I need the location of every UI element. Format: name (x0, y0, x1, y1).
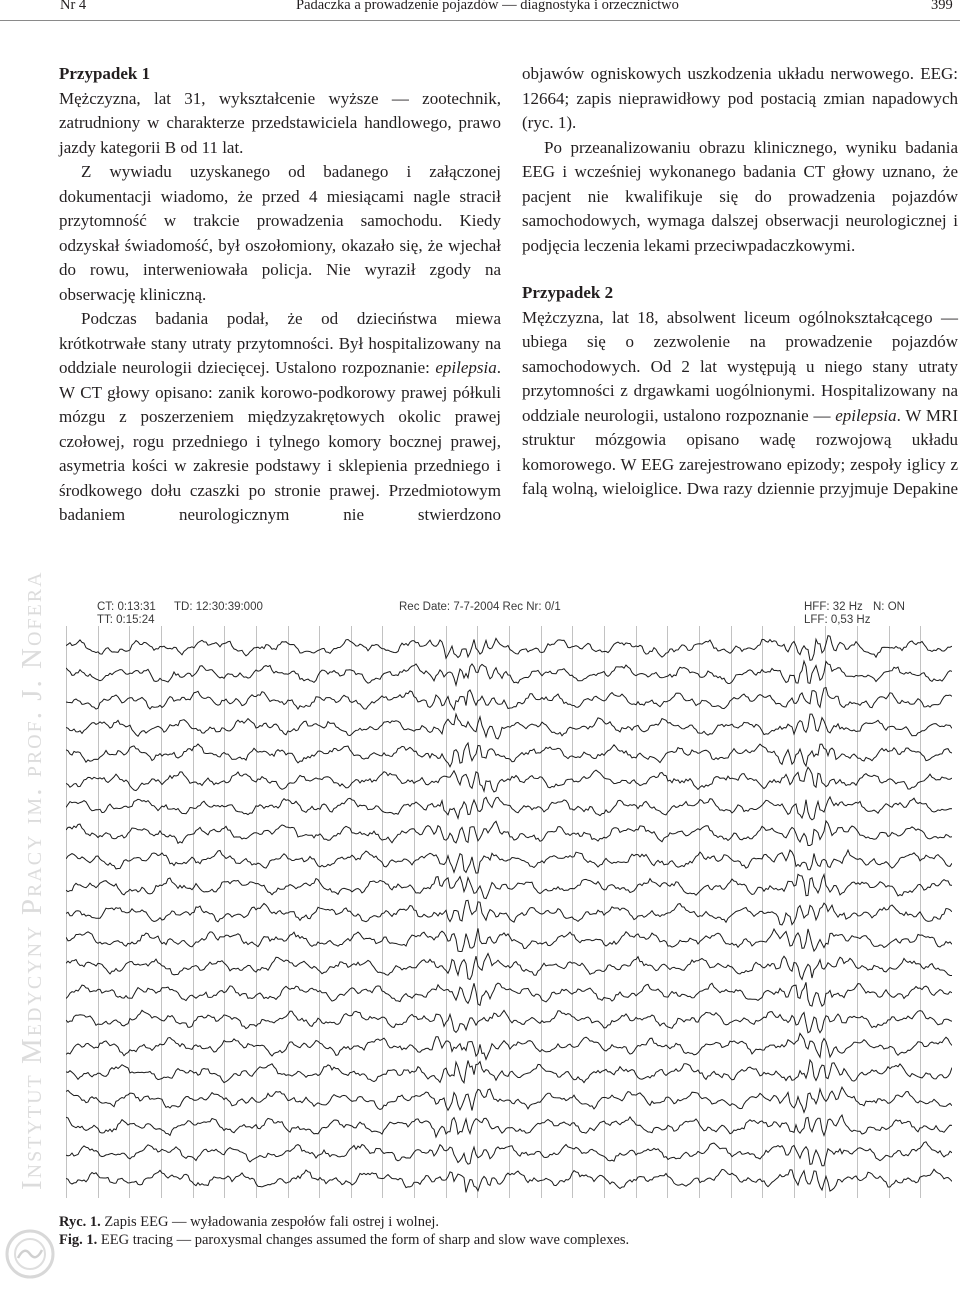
eeg-traces (66, 636, 952, 1193)
eeg-channel-trace (66, 928, 952, 951)
right-column (522, 62, 958, 502)
eeg-ct-label: CT: 0:13:31 (97, 601, 156, 613)
eeg-hff-label: HFF: 32 Hz (804, 601, 863, 613)
left-column (59, 62, 501, 528)
case2-paragraph: Mężczyzna, lat 18, absolwent liceum ogólnokształcącego — ubiega się o zezwolenie na prowadzenie pojazdów samochodowych. Od 2 lat występują u niego stany utraty przytomności z drgawkami uogólnionymi. Hospitalizowany na oddziale neurologii, ustalono rozpoznanie — epilepsia. W MRI struktur mózgowia opisano wadę rozwojową układu komorowego. W EEG zarejestrowano epizody; zespoły iglicy z falą wolną, wieloiglice. Dwa razy dziennie przyjmuje Depakine (522, 307, 959, 498)
eeg-channel-trace (66, 954, 952, 980)
eeg-channel-trace (66, 688, 952, 710)
eeg-channel-trace (66, 821, 952, 846)
eeg-channel-trace (66, 636, 952, 661)
eeg-channel-trace (66, 1060, 952, 1083)
case2-heading: Przypadek 2 (522, 283, 614, 302)
eeg-channel-trace (66, 1169, 952, 1192)
eeg-channel-trace (66, 797, 952, 820)
eeg-channel-trace (66, 982, 952, 1006)
eeg-channel-trace (66, 1010, 952, 1032)
eeg-channel-trace (66, 767, 952, 792)
header-rule (0, 20, 960, 21)
eeg-channel-trace (66, 743, 952, 767)
eeg-channel-trace (66, 900, 952, 925)
running-title: Padaczka a prowadzenie pojazdów — diagnostyka i orzecznictwo (296, 0, 679, 13)
case1-conclusion: Po przeanalizowaniu obrazu klinicznego, wyniku badania EEG i wcześniej wykonanego badania CT głowy uznano, że pacjent nie kwalifikuje się do prowadzenia pojazdów samochodowych, wymaga dalszej obserwacji neurologicznej i podjęcia leczenia lekami przeciwpadaczkowymi. (522, 137, 958, 255)
case1-paragraph-2: Z wywiadu uzyskanego od badanego i załączonej dokumentacji wiadomo, że przed 4 miesiącami nagle stracił przytomność w trakcie prowadzenia samochodu. Kiedy odzyskał świadomość, był oszołomiony, okazało się, że wjechał do rowu, interweniowała policja. Nie wyraził zgody na obserwację kliniczną. (59, 162, 501, 304)
eeg-channel-trace (66, 874, 952, 898)
eeg-tracing (66, 626, 952, 1198)
case1-continuation: objawów ogniskowych uszkodzenia układu nerwowego. EEG: 12664; zapis nieprawidłowy pod postacią zmian napadowych (ryc. 1). (522, 64, 958, 132)
eeg-td-label: TD: 12:30:39:000 (174, 601, 263, 613)
eeg-channel-trace (66, 1115, 952, 1137)
institute-logo-icon (4, 1228, 56, 1280)
figure-caption-en: Fig. 1. EEG tracing — paroxysmal changes assumed the form of sharp and slow wave complexes. (59, 1232, 630, 1248)
eeg-rec-label: Rec Date: 7-7-2004 Rec Nr: 0/1 (399, 601, 561, 613)
eeg-channel-trace (66, 850, 952, 873)
page-number: 399 (931, 0, 953, 13)
eeg-channel-trace (66, 1033, 952, 1059)
eeg-notch-label: N: ON (873, 601, 905, 613)
institute-watermark: Instytut Medycyny Pracy im. prof. J. Nofera (16, 570, 48, 1190)
issue-number: Nr 4 (60, 0, 87, 13)
eeg-channel-trace (66, 1087, 952, 1112)
eeg-channel-trace (66, 1142, 952, 1166)
case1-heading: Przypadek 1 (59, 64, 151, 83)
eeg-channel-trace (66, 661, 952, 685)
case1-paragraph-3: Podczas badania podał, że od dzieciństwa miewa krótkotrwałe stany utraty przytomności. Był hospitalizowany na oddziale neurologii dziecięcej. Ustalono rozpoznanie: epilepsia. W CT głowy opisano: zanik korowo-podkorowy prawej półkuli mózgu z poszerzeniem międzyzakrętowych okolic prawej czołowej, rogu przedniego i tylnego komory bocznej prawej, asymetria kości w zakresie podstawy i sklepienia przedniego i środkowego dołu czaszki po stronie prawej. Przedmiotowym badaniem neurologicznym nie stwierdzono (59, 309, 501, 524)
eeg-channel-trace (66, 714, 952, 739)
case1-paragraph-1: Mężczyzna, lat 31, wykształcenie wyższe — zootechnik, zatrudniony w charakterze przedstawiciela handlowego, prawo jazdy kategorii B od 11 lat. (59, 88, 501, 157)
eeg-tt-label: TT: 0:15:24 (97, 614, 155, 626)
eeg-lff-label: LFF: 0,53 Hz (804, 614, 871, 626)
figure-caption-pl: Ryc. 1. Zapis EEG — wyładowania zespołów fali ostrej i wolnej. (59, 1214, 440, 1230)
